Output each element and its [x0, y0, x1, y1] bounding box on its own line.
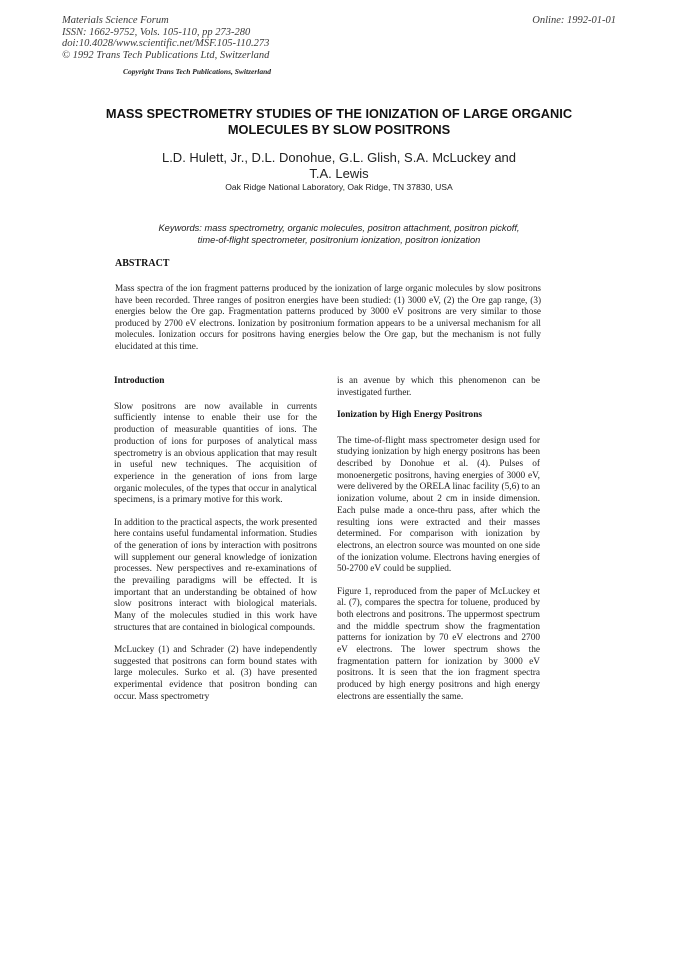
- keywords: [110, 222, 568, 246]
- intro-paragraph-3: McLuckey (1) and Schrader (2) have independently suggested that positrons can form bound states with large molecules. Surko et al. (3) have presented experimental evidence that positron bonding can occur. Mass spectrometry: [114, 645, 317, 702]
- right-column: [337, 376, 540, 714]
- journal-name: Materials Science Forum: [62, 15, 169, 26]
- online-date: Online: 1992-01-01: [532, 15, 616, 26]
- intro-paragraph-1: Slow positrons are now available in currents sufficiently intense to enable their use for the production of measurable quantities of ions. The production of ions for purposes of analytical mass spectrometry is an obvious application that may result in useful new techniques. The acquisition of experience in the generation of ions from large organic molecules, of the types that occur in analytical specimens, is a primary motive for this work.: [114, 401, 317, 506]
- left-column: [114, 376, 317, 714]
- doi-line: doi:10.4028/www.scientific.net/MSF.105-110.273: [62, 38, 270, 49]
- affiliation: Oak Ridge National Laboratory, Oak Ridge, TN 37830, USA: [225, 182, 453, 192]
- journal-header: [62, 15, 269, 61]
- high-energy-paragraph-2: Figure 1, reproduced from the paper of McLuckey et al. (7), compares the spectra for toluene, produced by both electrons and positrons. The uppermost spectrum and the middle spectrum show the fragmentation patterns for ionization by 70 eV electrons and 2700 eV electrons. The lower spectrum shows the fragmentation pattern for ionization by 3000 eV positrons. It is seen that the ion fragment spectra produced by high energy positrons and high energy electrons are essentially the same.: [337, 586, 540, 702]
- issn-line: ISSN: 1662-9752, Vols. 105-110, pp 273-280: [62, 26, 251, 38]
- high-energy-paragraph-1: The time-of-flight mass spectrometer design used for studying ionization by high energy positrons has been described by Donohue et al. (4). Pulses of monoenergetic positrons, having energies of 3000 eV, were delivered by the ORELA linac facility (5,6) to an ionization volume, about 2 cm in inside dimension. Each pulse made a once-thru pass, after which the resulting ions were extracted and their masses determined. For comparison with ionization by electrons, an electron source was mounted on one side of the ionization volume. Electrons having energies of 50-2700 eV could be supplied.: [337, 435, 540, 575]
- paper-title: MASS SPECTROMETRY STUDIES OF THE IONIZATION OF LARGE ORGANIC MOLECULES BY SLOW POSITRONS: [105, 106, 573, 137]
- keywords-line-2: time-of-flight spectrometer, positronium ionization, positron ionization: [197, 235, 481, 245]
- authors-line-2: T.A. Lewis: [309, 166, 369, 181]
- publisher-line: © 1992 Trans Tech Publications Ltd, Switzerland: [62, 49, 270, 61]
- high-energy-section-heading: Ionization by High Energy Positrons: [337, 409, 482, 420]
- intro-paragraph-3-continued: is an avenue by which this phenomenon can be investigated further.: [337, 376, 540, 398]
- keywords-line-1: Keywords: mass spectrometry, organic molecules, positron attachment, positron pickoff,: [158, 223, 520, 233]
- intro-paragraph-2: In addition to the practical aspects, the work presented here contains useful fundamental information. Studies of the generation of ions by interaction with positrons will supplement our general knowledge of ionization processes. New perspectives and re-examinations of the prevailing paradigms will be effected. It is important that an understanding be obtained of how slow positrons interact with biological materials. Many of the molecules studied in this work have structures that are contained in biological compounds.: [114, 517, 317, 633]
- authors-line-1: L.D. Hulett, Jr., D.L. Donohue, G.L. Glish, S.A. McLuckey and: [161, 150, 517, 165]
- author-list: [100, 150, 578, 182]
- copyright-notice: Copyright Trans Tech Publications, Switzerland: [123, 67, 272, 76]
- abstract-text: Mass spectra of the ion fragment patterns produced by the ionization of large organic molecules by slow positrons have been recorded. Three ranges of positron energies have been studied: (1) 3000 eV, (2) the Ore gap range, (3) energies below the Ore gap. Fragmentation patterns produced by 3000 eV positrons are very similar to those produced by 2700 eV electrons. Ionization by positronium formation appears to be a universal mechanism for all molecules. Ionization occurs for positrons having energies below the Ore gap, but the mechanism is not fully elucidated at this time.: [115, 283, 541, 351]
- introduction-heading: Introduction: [114, 376, 165, 386]
- abstract-heading: ABSTRACT: [115, 258, 170, 269]
